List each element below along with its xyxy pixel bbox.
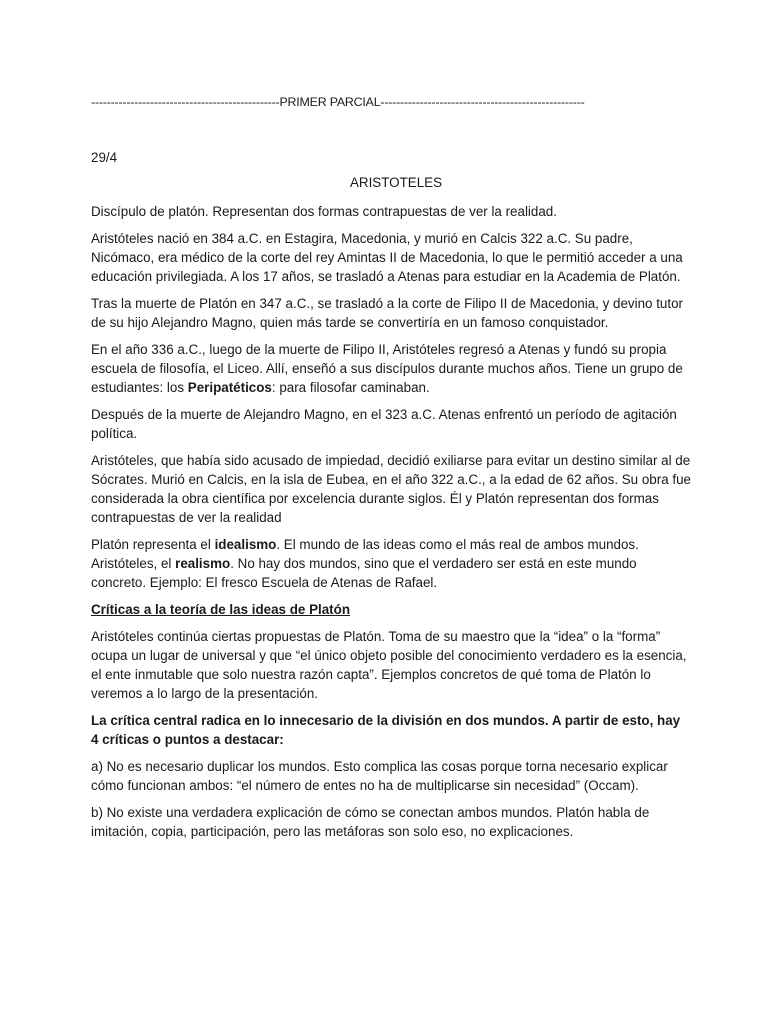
- paragraph-critique-a: a) No es necesario duplicar los mundos. Esto complica las cosas porque torna necesario explicar cómo funcionan ambos: “el número de entes no ha de multiplicarse sin necesidad” (Occam).: [91, 759, 668, 793]
- idealism-text-a: Platón representa el: [91, 537, 215, 552]
- paragraph-critique-b: b) No existe una verdadera explicación de cómo se conectan ambos mundos. Platón habla de imitación, copia, participación, pero las metáforas son solo eso, no explicaciones.: [91, 805, 650, 839]
- section-separator: ------------------------------------------------PRIMER PARCIAL----------------------------------------------------: [91, 95, 585, 109]
- idealism-text-e: . No hay dos mundos, sino que el verdadero ser está en este mundo concreto. Ejemplo: El fresco Escuela de Atenas de Rafael.: [91, 556, 637, 590]
- paragraph-liceo-text: En el año 336 a.C., luego de la muerte de Filipo II, Aristóteles regresó a Atenas y fundó su propia escuela de filosofía, el Liceo. Allí, enseñó a sus discípulos durante muchos años. Tiene un grupo de estudiantes: los: [91, 342, 683, 395]
- paragraph-macedonia: Tras la muerte de Platón en 347 a.C., se trasladó a la corte de Filipo II de Macedonia, y devino tutor de su hijo Alejandro Magno, quien más tarde se convertiría en un famoso conquistador.: [91, 296, 683, 330]
- idealismo-term: idealismo: [214, 537, 277, 552]
- idealism-text-c: . El mundo de las ideas como el más real de ambos mundos. Aristóteles, el: [91, 537, 639, 571]
- section-title-criticas: Críticas a la teoría de las ideas de Platón: [91, 602, 350, 617]
- paragraph-continuity: Aristóteles continúa ciertas propuestas de Platón. Toma de su maestro que la “idea” o la “forma” ocupa un lugar de universal y que “el único objeto posible del conocimiento verdadero es la esencia, el ente inmutable que solo nuestra razón capta”. Ejemplos concretos de qué toma de Platón lo veremos a lo largo de la presentación.: [91, 629, 687, 701]
- paragraph-biography: Aristóteles nació en 384 a.C. en Estagira, Macedonia, y murió en Calcis 322 a.C. Su padre, Nicómaco, era médico de la corte del rey Amintas II de Macedonia, lo que le permitió acceder a una educación privilegiada. A los 17 años, se trasladó a Atenas para estudiar en la Academia de Platón.: [91, 231, 683, 284]
- date-label: 29/4: [91, 150, 118, 165]
- paragraph-idealism-realism: [91, 535, 691, 592]
- document-content: [91, 93, 691, 849]
- page-heading: ARISTOTELES: [349, 175, 443, 190]
- paragraph-agitation: Después de la muerte de Alejandro Magno, en el 323 a.C. Atenas enfrentó un período de agitación política.: [91, 407, 677, 441]
- paragraph-exile: Aristóteles, que había sido acusado de impiedad, decidió exiliarse para evitar un destino similar al de Sócrates. Murió en Calcis, en la isla de Eubea, en el año 322 a.C., a la edad de 62 años. Su obra fue considerada la obra científica por excelencia durante siglos. Él y Platón representan dos formas contrapuestas de ver la realidad: [91, 453, 691, 525]
- realismo-term: realismo: [175, 556, 231, 571]
- peripateticos-term: Peripatéticos: [187, 380, 272, 395]
- paragraph-liceo-end: : para filosofar caminaban.: [271, 380, 430, 395]
- paragraph-liceo: [91, 340, 691, 397]
- paragraph-central-critique: La crítica central radica en lo innecesario de la división en dos mundos. A partir de esto, hay 4 críticas o puntos a destacar:: [91, 713, 681, 747]
- paragraph-intro: Discípulo de platón. Representan dos formas contrapuestas de ver la realidad.: [91, 204, 557, 219]
